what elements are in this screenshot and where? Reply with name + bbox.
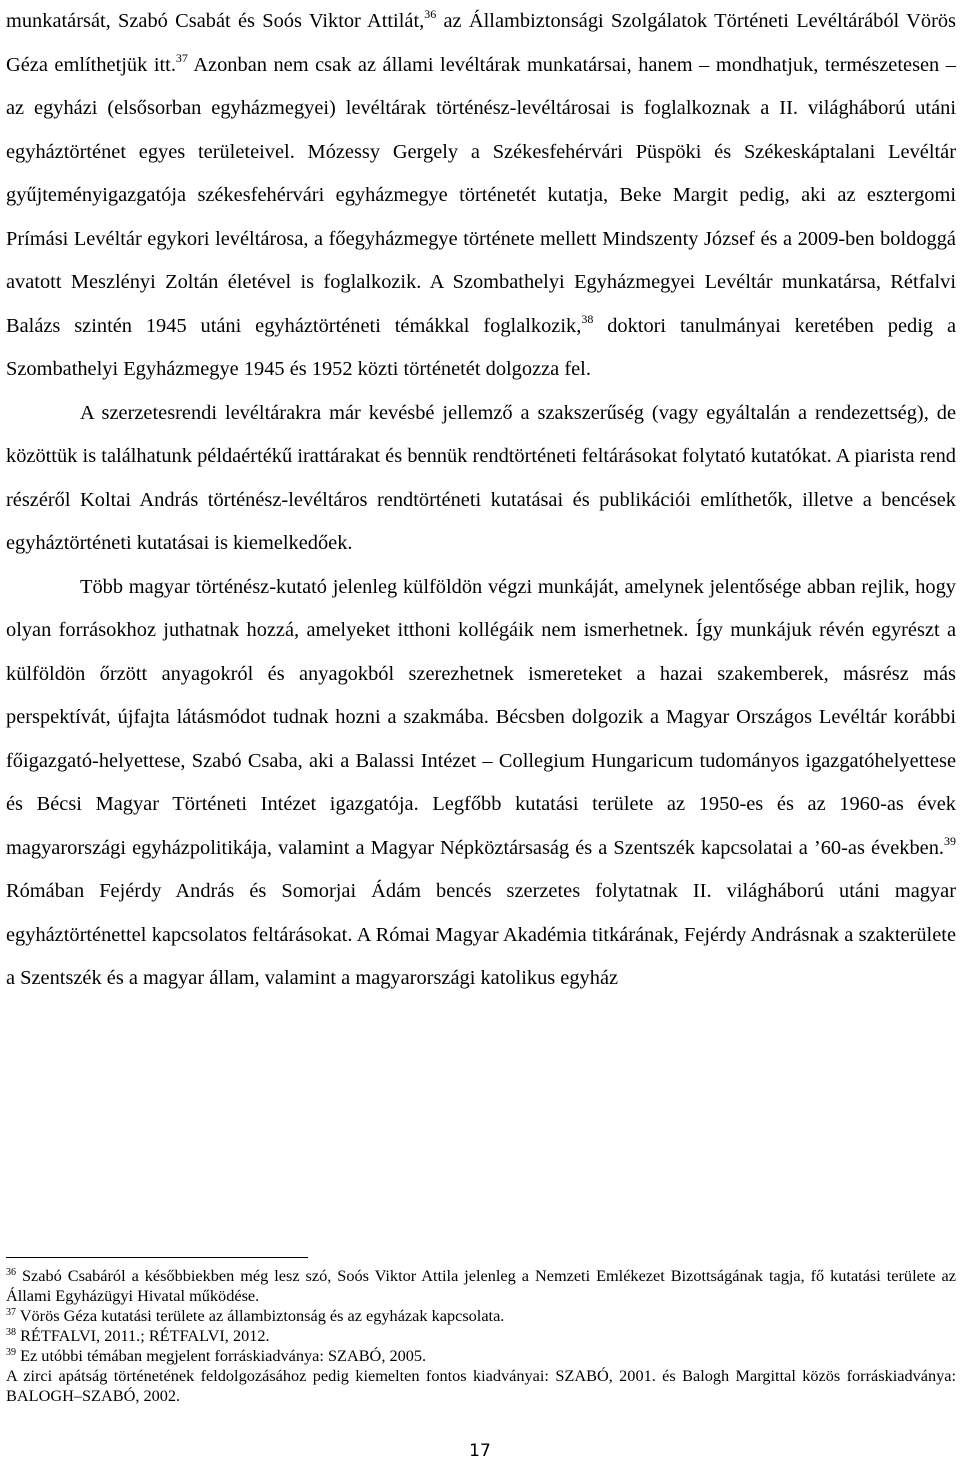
footnote-reference: 38 (581, 311, 594, 326)
text-run: doktori tanulmányai keretében pedig a Szombathelyi Egyházmegye 1945 és 1952 közti történetét dolgozza fel. (6, 314, 956, 380)
footnote-text: A zirci apátság történetének feldolgozásához pedig kiemelten fontos kiadványai: SZABÓ, 2001. és Balogh Margittal közös forráskiadványa: BALOGH–SZABÓ, 2002. (6, 1366, 956, 1405)
footnote-text: Szabó Csabáról a későbbiekben még lesz szó, Soós Viktor Attila jelenleg a Nemzeti Emlékezet Bizottságának tagja, fő kutatási területe az Állami Egyházügyi Hivatal működése. (6, 1266, 956, 1305)
paragraph (6, 0, 956, 392)
footnote (6, 1346, 956, 1366)
footnote-reference: 39 (944, 833, 956, 848)
footnote (6, 1366, 956, 1406)
text-run: az Állambiztonsági Szolgálatok Történeti Levéltárából Vörös Géza említhetjük itt. (6, 10, 956, 76)
text-run: A szerzetesrendi levéltárakra már kevésbé jellemző a szakszerűség (vagy egyáltalán a rendezettség), de közöttük is találhatunk példaértékű irattárakat és bennük rendtörténeti feltárásokat folytató kutatókat. A piarista rend részéről Koltai András történész-levéltáros rendtörténeti kutatásai és publikációi említhetők, illetve a bencések egyháztörténeti kutatásai is kiemelkedőek. (6, 401, 956, 554)
body-text (6, 0, 956, 1001)
paragraph (6, 392, 956, 566)
text-run: Több magyar történész-kutató jelenleg külföldön végzi munkáját, amelynek jelentősége abban rejlik, hogy olyan forrásokhoz juthatnak hozzá, amelyeket itthoni kollégáik nem ismerhetnek. Így munkájuk révén egyrészt a külföldön őrzött anyagokról és anyagokból szerezhetnek ismereteket a hazai szakemberek, másrész más perspektívát, újfajta látásmódot tudnak hozni a szakmába. Bécsben dolgozik a Magyar Országos Levéltár korábbi főigazgató-helyettese, Szabó Csaba, aki a Balassi Intézet – Collegium Hungaricum tudományos igazgatóhelyettese és Bécsi Magyar Történeti Intézet igazgatója. Legfőbb kutatási területe az 1950-es és az 1960-as évek magyarországi egyházpolitikája, valamint a Magyar Népköztársaság és a Szentszék kapcsolatai a ’60-as években. (6, 575, 956, 859)
footnote-number: 39 (6, 1347, 16, 1358)
footnote-text: Vörös Géza kutatási területe az állambiztonság és az egyházak kapcsolata. (16, 1306, 505, 1325)
footnotes (6, 1266, 956, 1406)
footnote-text: RÉTFALVI, 2011.; RÉTFALVI, 2012. (16, 1326, 270, 1345)
footnote-number: 38 (6, 1327, 16, 1338)
footnote-reference: 37 (175, 50, 188, 65)
page-number: 17 (469, 1441, 491, 1461)
footnote (6, 1306, 956, 1326)
text-run: Azonban nem csak az állami levéltárak munkatársai, hanem – mondhatjuk, természetesen – az egyházi (elsősorban egyházmegyei) levéltárak történész-levéltárosai is foglalkoznak a II. világháború utáni egyháztörténet egyes területeivel. Mózessy Gergely a Székesfehérvári Püspöki és Székeskáptalani Levéltár gyűjteményigazgatója székesfehérvári egyházmegye történetét kutatja, Beke Margit pedig, aki az esztergomi Prímási Levéltár egykori levéltárosa, a főegyházmegye története mellett Mindszenty József és a 2009-ben boldoggá avatott Meszlényi Zoltán életével is foglalkozik. A Szombathelyi Egyházmegyei Levéltár munkatársa, Rétfalvi Balázs szintén 1945 utáni egyháztörténeti témákkal foglalkozik, (6, 53, 956, 337)
paragraph (6, 566, 956, 1001)
footnote-text: Ez utóbbi témában megjelent forráskiadványa: SZABÓ, 2005. (16, 1346, 427, 1365)
footnote-number: 37 (6, 1307, 16, 1318)
text-run: Rómában Fejérdy András és Somorjai Ádám bencés szerzetes folytatnak II. világháború utáni magyar egyháztörténettel kapcsolatos feltárásokat. A Római Magyar Akadémia titkárának, Fejérdy Andrásnak a szakterülete a Szentszék és a magyar állam, valamint a magyarországi katolikus egyház (6, 880, 956, 989)
footnote-separator (6, 1257, 308, 1258)
text-run: munkatársát, Szabó Csabát és Soós Viktor Attilát, (6, 10, 425, 32)
footnote (6, 1326, 956, 1346)
footnote-number: 36 (6, 1267, 16, 1278)
footnote-reference: 36 (424, 7, 437, 21)
footnote (6, 1266, 956, 1306)
